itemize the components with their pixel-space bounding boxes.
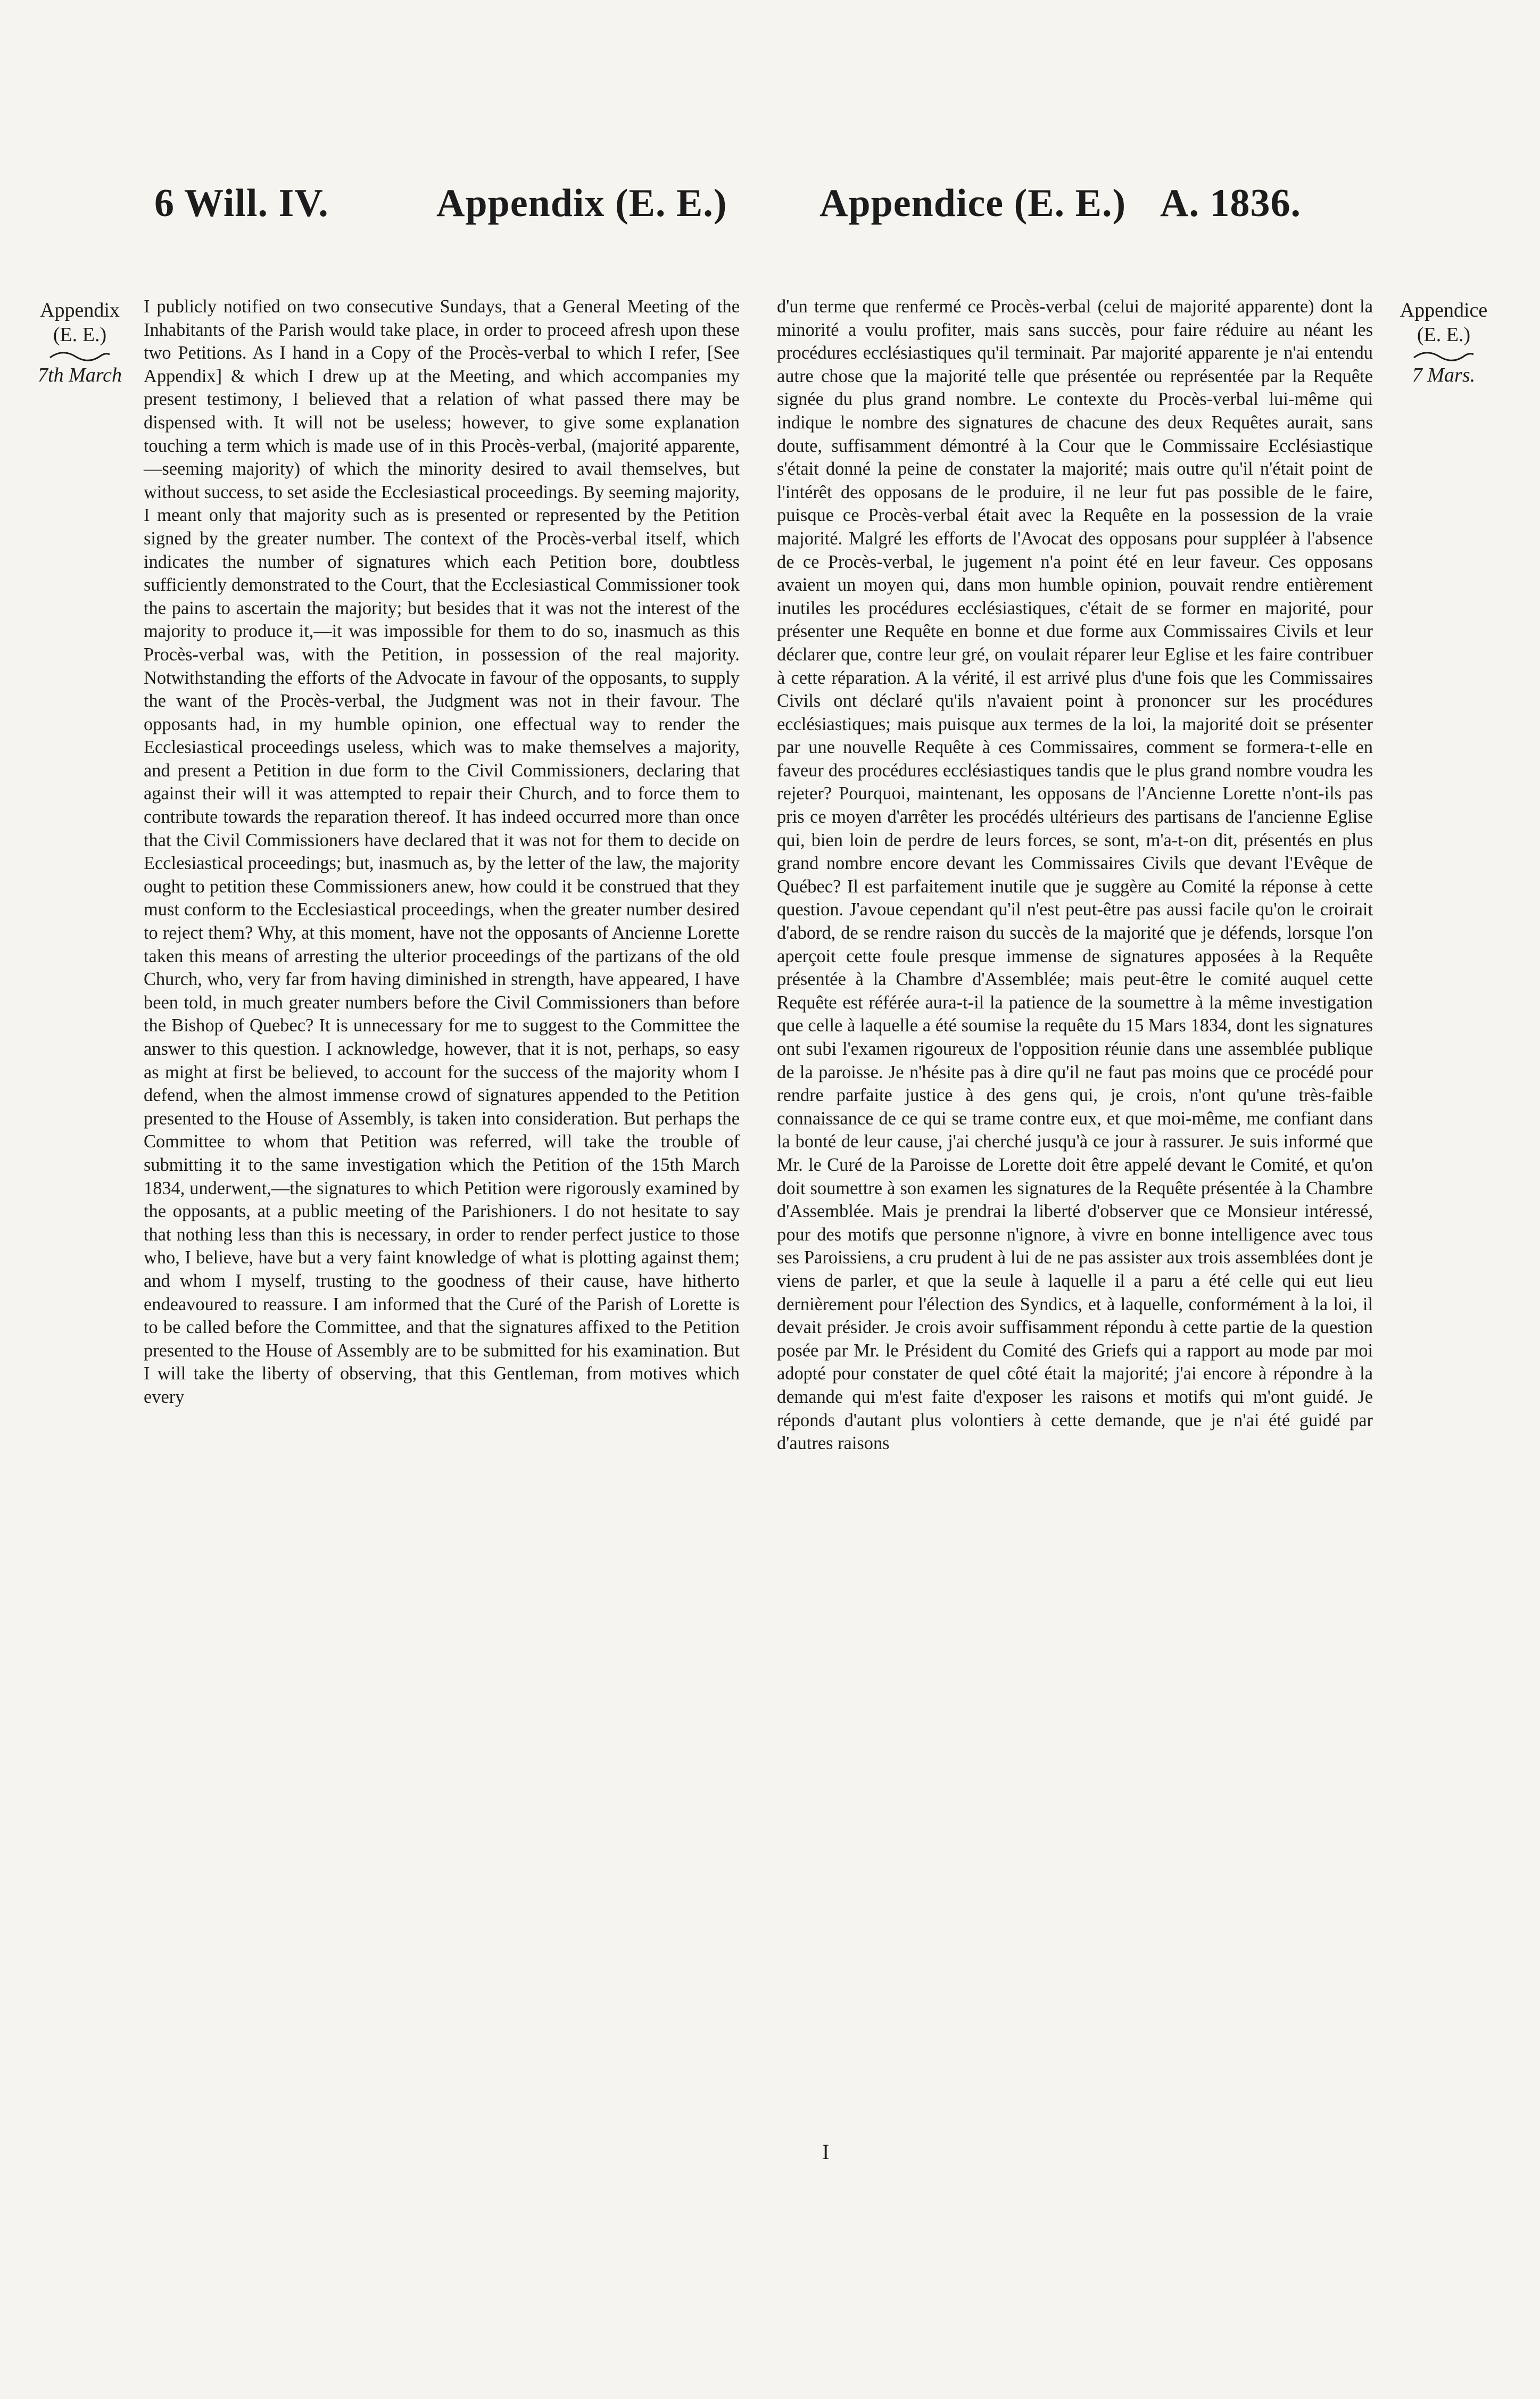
header-year: A. 1836. [1160, 181, 1301, 225]
french-paragraph: d'un terme que renfermé ce Procès-verbal (celui de majorité apparente) dont la minorité a voulu profiter, mais sans succès, pour faire réduire au néant les procédures ecclésiastiques qu'il terminait. Par majorité apparente je n'ai entendu autre chose que la majorité telle que présentée ou représentée par la Requête signée du plus grand nombre. Le contexte du Procès-verbal lui-même qui indique le nombre des signatures de chacune des deux Requêtes aurait, sans doute, suffisamment démontré à la Cour que le Commissaire Ecclésiastique s'était donné la peine de constater la majorité; mais outre qu'il n'était point de l'intérêt des opposans de le produire, il ne leur fut pas possible de le faire, puisque ce Procès-verbal était avec la Requête en la possession de la vraie majorité. Malgré les efforts de l'Avocat des opposans pour suppléer à l'absence de ce Procès-verbal, le jugement n'a point été en leur faveur. Ces opposans avaient un moyen qui, dans mon humble opinion, pouvait rendre entièrement inutiles les procédures ecclésiastiques, c'était de se former en majorité, pour présenter une Requête en bonne et due forme aux Commissaires Civils et leur déclarer que, contre leur gré, on voulait réparer leur Eglise et les faire contribuer à cette réparation. A la vérité, il est arrivé plus d'une fois que les Commissaires Civils ont déclaré qu'ils n'avaient point à prononcer sur les procédures ecclésiastiques; mais puisque aux termes de la loi, la majorité doit se présenter par une nouvelle Requête à ces Commissaires, comment se formera-t-elle en faveur des procédures ecclésiastiques tandis que le plus grand nombre voudra les rejeter? Pourquoi, maintenant, les opposans de l'Ancienne Lorette n'ont-ils pas pris ce moyen d'arrêter les procédés ultérieurs des partisans de l'ancienne Eglise qui, bien loin de perdre de leurs forces, se sont, m'a-t-on dit, présentés en plus grand nombre encore devant les Commissaires Civils que devant l'Evêque de Québec? Il est parfaitement inutile que je suggère au Comité la réponse à cette question. J'avoue cependant qu'il n'est peut-être pas aussi facile qu'on le croirait d'abord, de se rendre raison du succès de la majorité que je défends, lorsque l'on aperçoit cette foule presque immense de signatures apposées à la Requête présentée à la Chambre d'Assemblée; mais peut-être le comité auquel cette Requête est référée aura-t-il la patience de la soumettre à la même investigation que celle à laquelle a été soumise la requête du 15 Mars 1834, dont les signatures ont subi l'examen rigoureux de l'opposition réunie dans une assemblée publique de la paroisse. Je n'hésite pas à dire qu'il ne faut pas moins que ce procédé pour rendre parfaite justice à des gens qui, je crois, n'ont qu'une très-faible connaissance de ce qui se trame contre eux, et que moi-même, me confiant dans la bonté de leur cause, j'ai cherché jusqu'à ce jour à rassurer. Je suis informé que Mr. le Curé de la Paroisse de Lorette doit être appelé devant le Comité, et qu'on doit soumettre à son examen les signatures de la Requête présentée à la Chambre d'Assemblée. Mais je prendrai la liberté d'observer que ce Monsieur intéressé, pour des motifs que personne n'ignore, à vivre en bonne intelligence avec tous ses Paroissiens, a cru prudent à lui de ne pas assister aux trois assemblées dont je viens de parler, et que la seule à laquelle il a paru a été celle qui eut lieu dernièrement pour l'élection des Syndics, et à laquelle, conformément à la loi, il devait présider. Je crois avoir suffisamment répondu à cette partie de la question posée par Mr. le Président du Comité des Griefs qui a rapport au mode par moi adopté pour constater de quel côté était la majorité; j'ai encore à répondre à la demande qui m'est faite d'exposer les raisons et motifs qui m'ont guidé. Je réponds d'autant plus volontiers à cette demande, que je n'ai été guidé par d'autres raisons [777, 296, 1373, 1454]
margin-left-label: Appendix [40, 299, 120, 321]
margin-right-ref: (E. E.) [1417, 324, 1471, 346]
french-column [777, 295, 1373, 1455]
page-header [149, 181, 1405, 229]
margin-note-left [28, 298, 132, 387]
margin-left-date: 7th March [38, 364, 122, 386]
margin-right-label: Appendice [1400, 299, 1488, 321]
english-column [144, 295, 740, 1409]
margin-left-ref: (E. E.) [53, 324, 107, 346]
margin-right-date: 7 Mars. [1412, 364, 1476, 386]
header-appendix-french: Appendice (E. E.) [819, 181, 1127, 225]
english-paragraph: I publicly notified on two consecutive Sundays, that a General Meeting of the Inhabitants of the Parish would take place, in order to proceed afresh upon these two Petitions. As I hand in a Copy of the Procès-verbal to which I refer, [See Appendix] & which I drew up at the Meeting, and which accompanies my present testimony, I believed that a relation of what passed there may be dispensed with. It will not be useless; however, to give some explanation touching a term which is made use of in this Procès-verbal, (majorité apparente,—seeming majority) of which the minority desired to avail themselves, but without success, to set aside the Ecclesiastical proceedings. By seeming majority, I meant only that majority such as is presented or represented by the Petition signed by the greater number. The context of the Procès-verbal itself, which indicates the number of signatures which each Petition bore, doubtless sufficiently demonstrated to the Court, that the Ecclesiastical Commissioner took the pains to ascertain the majority; but besides that it was not the interest of the majority to produce it,—it was impossible for them to do so, inasmuch as this Procès-verbal was, with the Petition, in possession of the real majority. Notwithstanding the efforts of the Advocate in favour of the opposants, to supply the want of the Procès-verbal, the Judgment was not in their favour. The opposants had, in my humble opinion, one effectual way to render the Ecclesiastical proceedings useless, which was to make themselves a majority, and present a Petition in due form to the Civil Commissioners, declaring that against their will it was attempted to repair their Church, and to force them to contribute towards the reparation thereof. It has indeed occurred more than once that the Civil Commissioners have declared that it was not for them to decide on Ecclesiastical proceedings; but, inasmuch as, by the letter of the law, the majority ought to petition these Commissioners anew, how could it be construed that they must conform to the Ecclesiastical proceedings, when the greater number desired to reject them? Why, at this moment, have not the opposants of Ancienne Lorette taken this means of arresting the ulterior proceedings of the partizans of the old Church, who, very far from having diminished in strength, have appeared, I have been told, in much greater numbers before the Civil Commissioners than before the Bishop of Quebec? It is unnecessary for me to suggest to the Committee the answer to this question. I acknowledge, however, that it is not, perhaps, so easy as might at first be believed, to account for the success of the majority whom I defend, when the almost immense crowd of signatures appended to the Petition presented to the House of Assembly, is taken into consideration. But perhaps the Committee to whom that Petition was referred, will take the trouble of submitting it to the same investigation which the Petition of the 15th March 1834, underwent,—the signatures to which Petition were rigorously examined by the opposants, at a public meeting of the Parishioners. I do not hesitate to say that nothing less than this is necessary, in order to render perfect justice to those who, I believe, have but a very faint knowledge of what is plotting against them; and whom I myself, trusting to the goodness of their cause, have hitherto endeavoured to reassure. I am informed that the Curé of the Parish of Lorette is to be called before the Committee, and that the signatures affixed to the Petition presented to the House of Assembly are to be submitted for his examination. But I will take the liberty of observing, that this Gentleman, from motives which every [144, 296, 740, 1407]
wave-ornament-icon [1412, 350, 1476, 362]
header-session: 6 Will. IV. [154, 181, 329, 225]
header-appendix-english: Appendix (E. E.) [436, 181, 727, 225]
margin-note-right [1382, 298, 1505, 387]
wave-ornament-icon [48, 350, 112, 362]
signature-mark: I [822, 2140, 830, 2164]
